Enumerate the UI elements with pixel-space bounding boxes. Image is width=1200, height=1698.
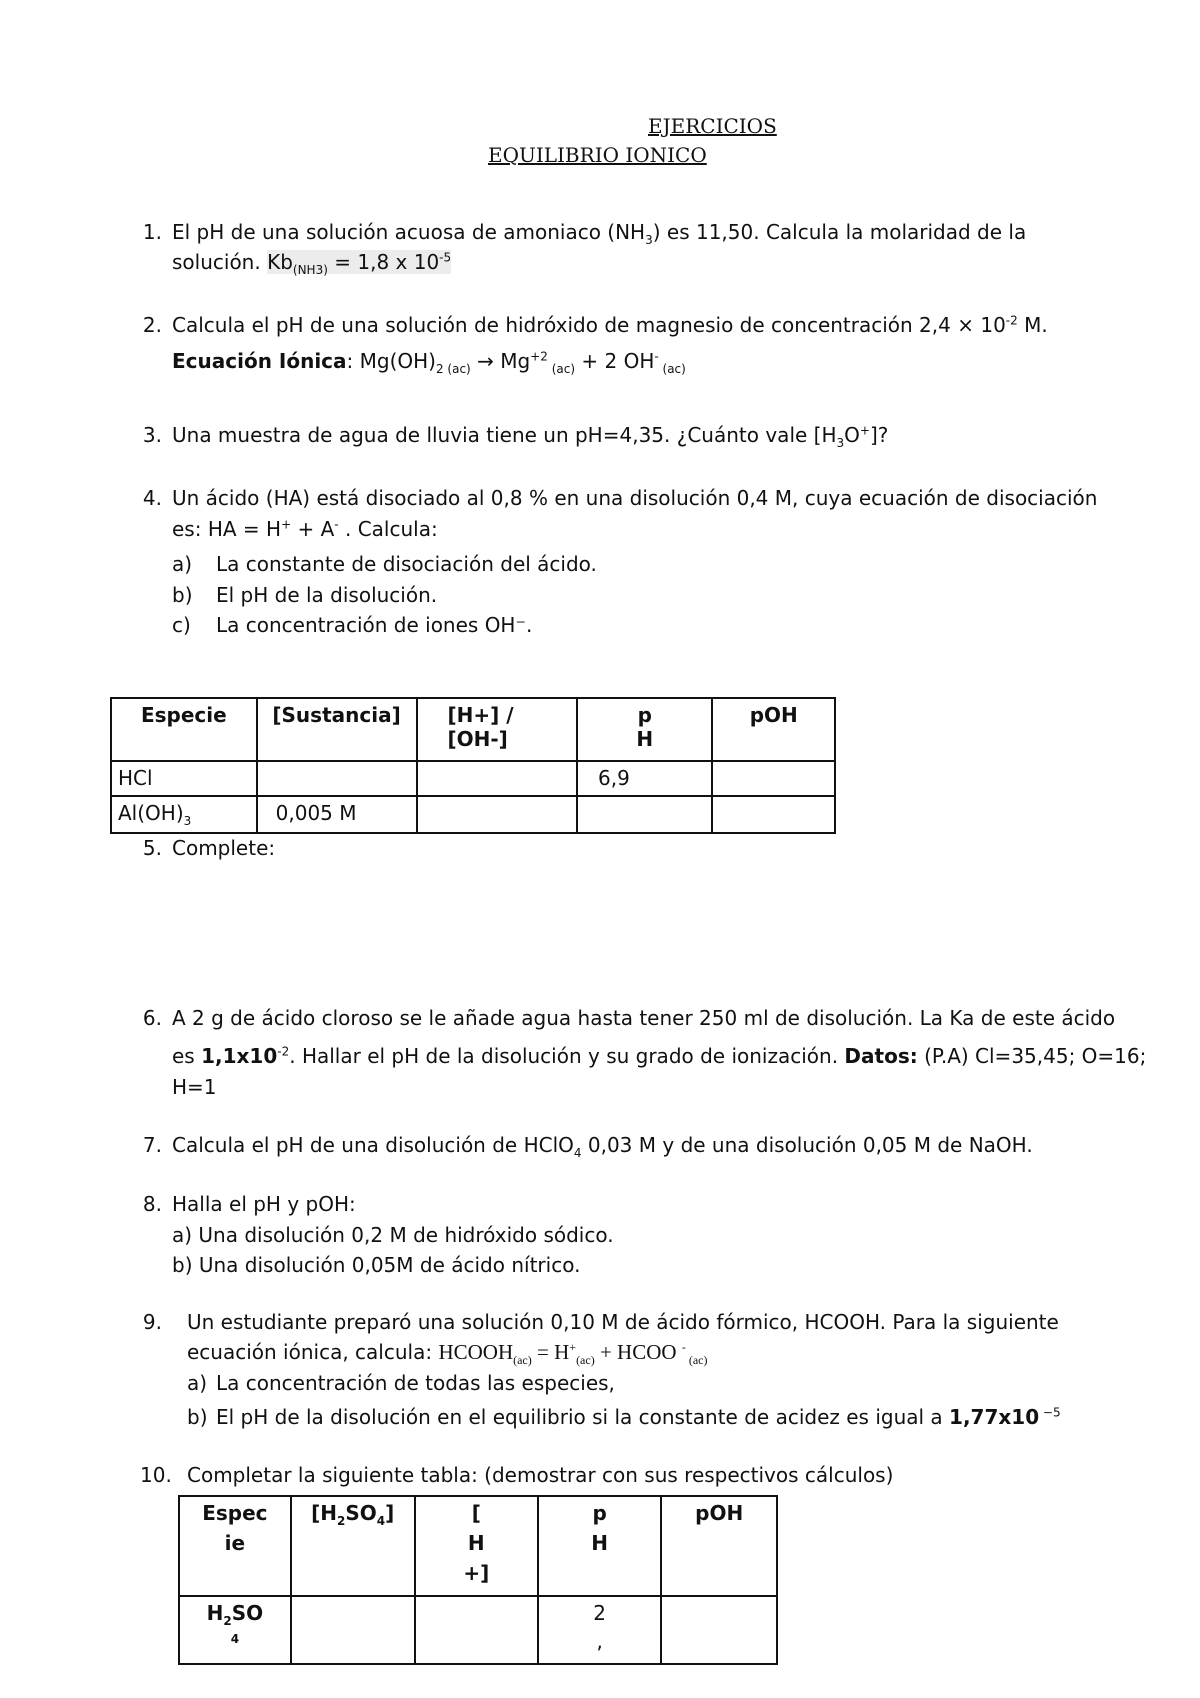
ionic-equation: ecuación iónica, calcula: $HCOOH_{(ac)} = H^+_{(ac)}$ + HCOO - $_{(ac)}$ [187,1340,708,1368]
table-cell[interactable] [712,796,835,833]
exercise-text: H=1 [172,1075,217,1099]
table-cell[interactable] [417,761,578,796]
list-item: a) Una disolución 0,2 M de hidróxido sódico. [172,1223,614,1247]
table-cell[interactable] [661,1596,777,1664]
exercise-text: Completar la siguiente tabla: (demostrar con sus respectivos cálculos) [187,1463,894,1487]
list-item: El pH de la disolución. [216,583,438,607]
exercise-text: Un estudiante preparó una solución 0,10 M de ácido fórmico, HCOOH. Para la siguiente [187,1310,1059,1334]
table-cell[interactable] [417,796,578,833]
list-marker: b) [172,583,193,607]
table-header-cell: [Sustancia] [257,698,417,761]
table-exercise-5 [110,697,836,834]
exercise-number: 9. [142,1310,162,1334]
table-exercise-10 [178,1495,778,1665]
exercise-text: Calcula el pH de una disolución de HClO$_4$ 0,03 M y de una disolución 0,05 M de NaOH. [172,1133,1033,1160]
table-header-cell: pOH [661,1496,777,1596]
kb-value: $Kb_{(NH3)} = 1,8$ x $10^{-5}$ [267,250,452,277]
exercise-text: solución. $Kb_{(NH3)} = 1,8$ x $10^{-5}$ [172,250,452,277]
table-cell: 2 , [538,1596,661,1664]
list-item: La concentración de iones OH⁻. [216,613,533,637]
table-header-row [111,698,835,761]
table-cell: 6,9 [577,761,712,796]
table-cell: HCl [111,761,257,796]
table-header-row [179,1496,777,1596]
exercise-text: es $1,1x10^{-2}$. Hallar el pH de la disolución y su grado de ionización. Datos: (P.A) Cl=35,45; O=16; [172,1044,1147,1068]
table-row [179,1596,777,1664]
exercise-text: Complete: [172,836,276,860]
exercise-number: 6. [142,1006,162,1030]
exercise-text: El pH de una solución acuosa de amoniaco $(NH_3)$ es 11,50. Calcula la molaridad de la [172,220,1027,247]
table-row [111,761,835,796]
exercise-number: 8. [142,1192,162,1216]
exercise-text: Una muestra de agua de lluvia tiene un pH=4,35. ¿Cuánto vale $[H_3O^+]$? [172,423,889,450]
table-header-cell: $[H_2SO_4]$ [291,1496,415,1596]
table-cell[interactable] [577,796,712,833]
list-marker: b) [187,1405,208,1429]
title-equilibrio-ionico: EQUILIBRIO IONICO [488,143,707,167]
title-ejercicios: EJERCICIOS [648,114,777,138]
table-cell[interactable] [257,761,417,796]
table-header-cell: [ H +] [415,1496,538,1596]
exercise-number: 10. [140,1463,172,1487]
table-header-cell: [H+] / [OH-] [417,698,578,761]
list-item: b) Una disolución 0,05M de ácido nítrico. [172,1253,581,1277]
table-header-cell: p H [538,1496,661,1596]
list-marker: c) [172,613,191,637]
exercise-text: Halla el pH y pOH: [172,1192,356,1216]
list-marker: a) [172,552,193,576]
exercise-text: Calcula el pH de una solución de hidróxido de magnesio de concentración $2,4 \times 10^{-2}$ M. [172,313,1048,337]
ionic-equation: Ecuación Iónica: $Mg(OH)_{2 (ac)} \to Mg^{+2}$ $_{(ac)}$ + 2 OH- $_{(ac)}$ [172,349,686,376]
table-cell: $H_2SO$ 4 [179,1596,291,1664]
exercise-number: 5. [142,836,162,860]
exercise-number: 7. [142,1133,162,1157]
table-cell[interactable] [415,1596,538,1664]
exercise-text: A 2 g de ácido cloroso se le añade agua hasta tener 250 ml de disolución. La Ka de este ácido [172,1006,1116,1030]
list-item: El pH de la disolución en el equilibrio si la constante de acidez es igual a 1,77x10 $^{-5}$ [216,1405,1061,1429]
list-marker: a) [187,1371,208,1395]
table-header-cell: Espec ie [179,1496,291,1596]
table-cell: 0,005 M [257,796,417,833]
exercise-number: 4. [142,486,162,510]
table-row [111,796,835,833]
table-header-cell: Especie [111,698,257,761]
exercise-number: 1. [142,220,162,244]
list-item: La constante de disociación del ácido. [216,552,597,576]
table-cell[interactable] [291,1596,415,1664]
exercise-number: 3. [142,423,162,447]
table-cell[interactable] [712,761,835,796]
exercise-text: es: HA = H+ + A- . Calcula: [172,517,438,541]
exercise-number: 2. [142,313,162,337]
table-cell: $Al(OH)_3$ [111,796,257,833]
table-header-cell: p H [577,698,712,761]
table-header-cell: pOH [712,698,835,761]
list-item: La concentración de todas las especies, [216,1371,615,1395]
exercise-text: Un ácido (HA) está disociado al 0,8 % en una disolución 0,4 M, cuya ecuación de disociación [172,486,1098,510]
